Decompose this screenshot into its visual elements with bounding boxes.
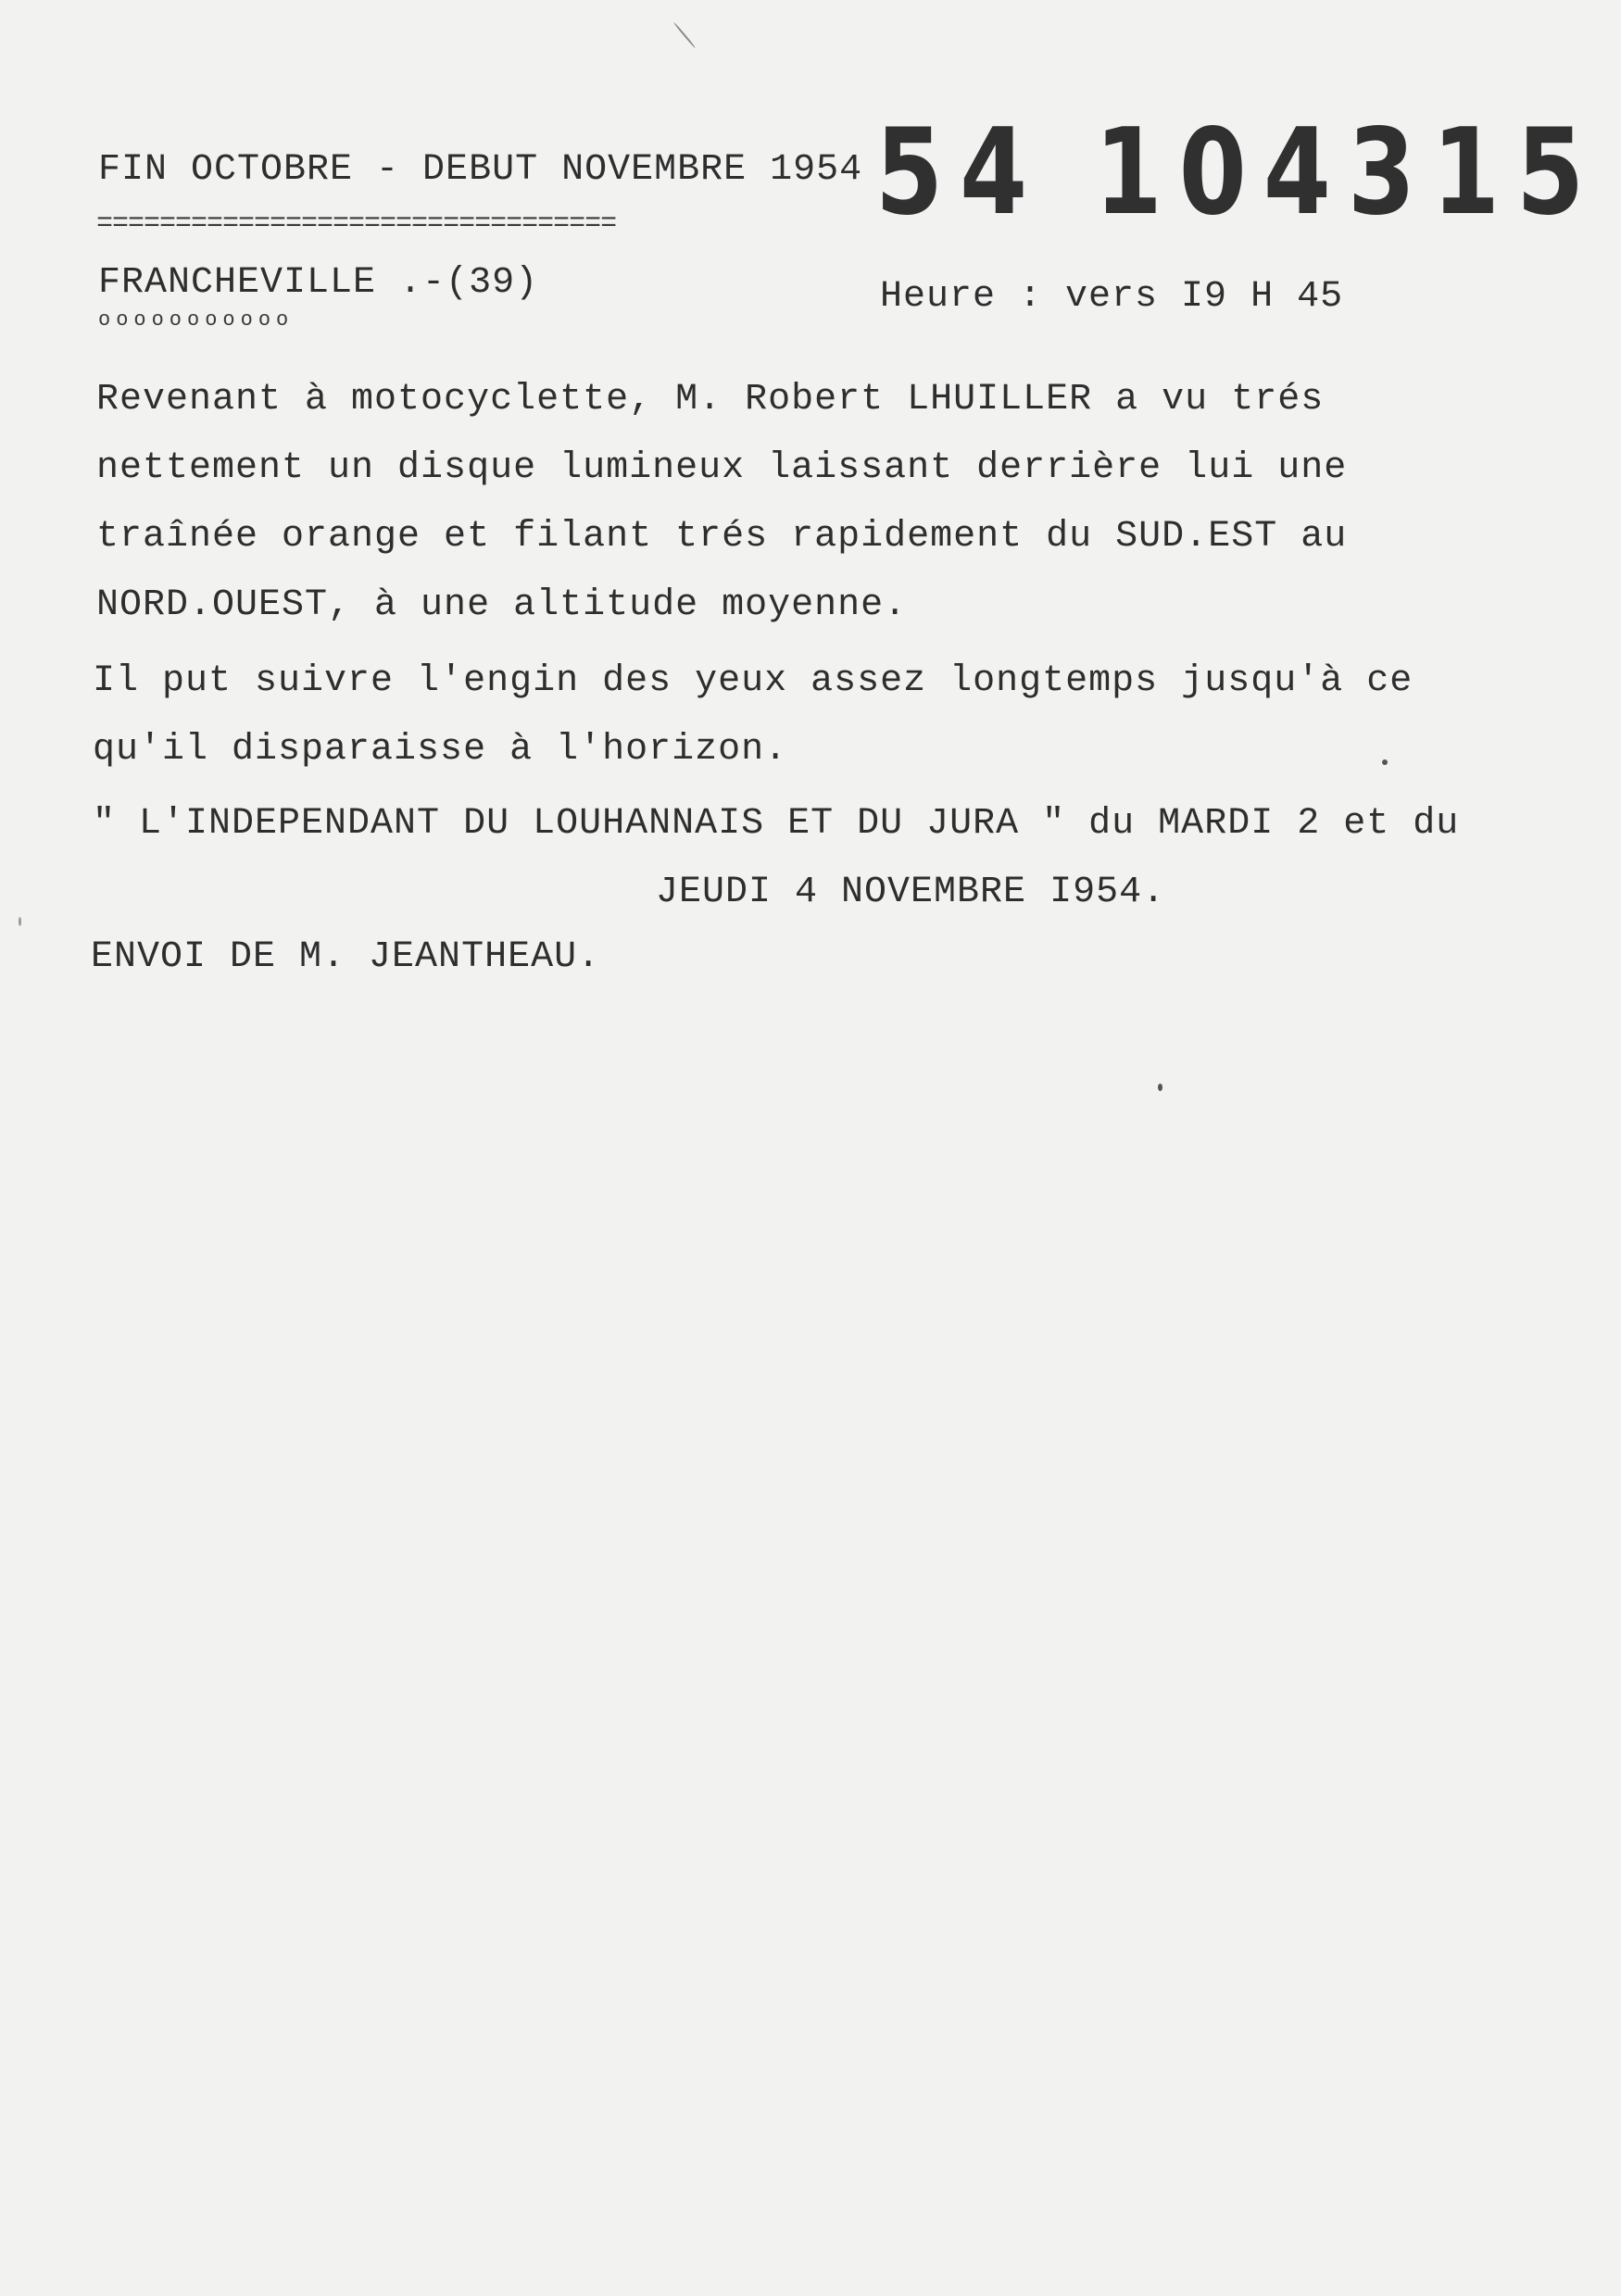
body-line: nettement un disque lumineux laissant derrière lui une xyxy=(96,447,1348,489)
body-line: NORD.OUEST, à une altitude moyenne. xyxy=(96,584,908,626)
body-line: Revenant à motocyclette, M. Robert LHUILLER a vu trés xyxy=(96,379,1325,420)
ink-speck xyxy=(1158,1084,1162,1091)
source-citation: " L'INDEPENDANT DU LOUHANNAIS ET DU JURA " du MARDI 2 et du xyxy=(93,803,1460,845)
archive-stamp-number: 54 104315 xyxy=(875,104,1602,242)
body-line: traînée orange et filant trés rapidement du SUD.EST au xyxy=(96,516,1348,558)
place-heading: FRANCHEVILLE .-(39) xyxy=(98,262,539,304)
paper-mark xyxy=(673,22,697,49)
header-date: FIN OCTOBRE - DEBUT NOVEMBRE 1954 xyxy=(98,149,863,191)
body-line: Il put suivre l'engin des yeux assez longtemps jusqu'à ce xyxy=(93,660,1414,702)
header-double-rule: ================================= xyxy=(96,208,617,240)
sender-note: ENVOI DE M. JEANTHEAU. xyxy=(91,936,601,978)
ink-speck xyxy=(1382,759,1388,765)
time-note: Heure : vers I9 H 45 xyxy=(880,276,1344,318)
body-line: qu'il disparaisse à l'horizon. xyxy=(93,729,788,771)
place-underline: ooooooooooo xyxy=(98,308,295,332)
paper-mark xyxy=(19,917,21,926)
source-citation-date: JEUDI 4 NOVEMBRE I954. xyxy=(656,872,1166,913)
